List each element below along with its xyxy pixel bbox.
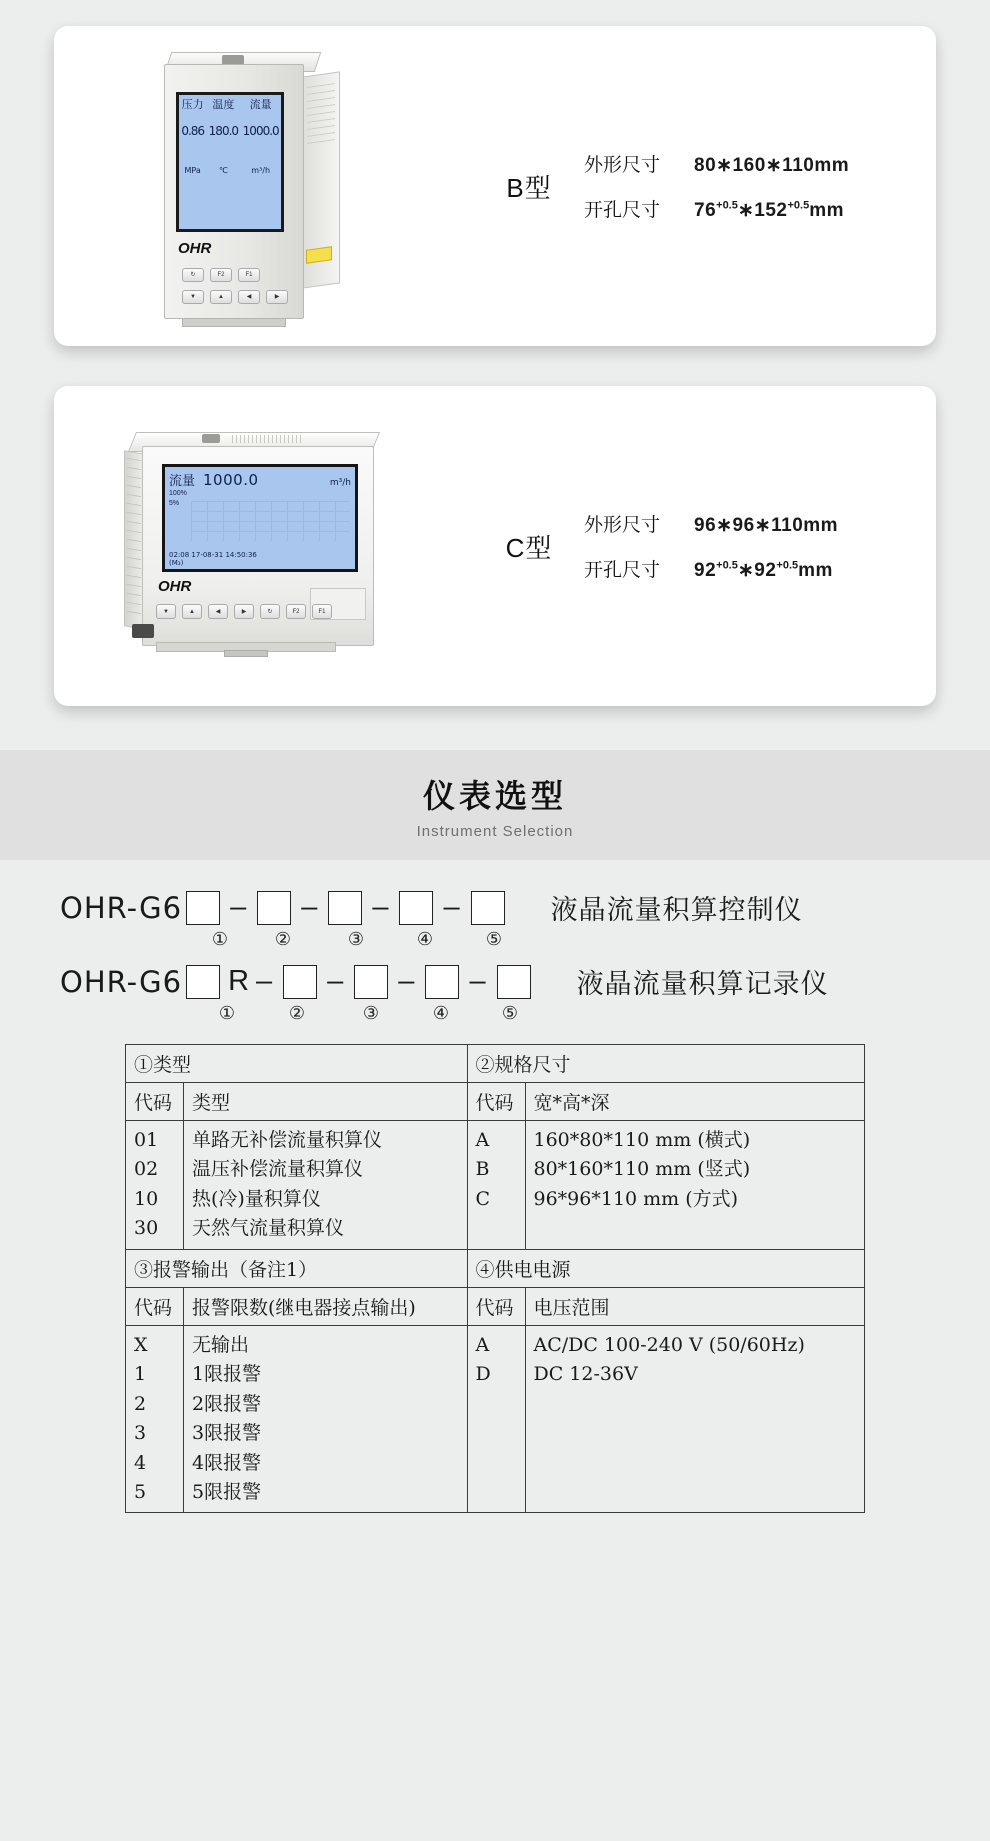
cutout-b-unit: mm bbox=[809, 200, 844, 221]
section2-right-subheader-name: 电压范围 bbox=[525, 1287, 865, 1325]
device-c-foot-tab bbox=[224, 650, 268, 657]
cutout-c-unit: mm bbox=[798, 560, 833, 581]
cell-code: A bbox=[475, 1333, 490, 1356]
display-b-ch2-unit: ℃ bbox=[218, 166, 228, 175]
display-b-ch1-unit: MPa bbox=[184, 166, 201, 175]
cell-text: 5限报警 bbox=[192, 1480, 262, 1503]
cutout-dimension-row-b bbox=[584, 195, 849, 222]
cutout-b-h: ∗152 bbox=[737, 200, 788, 221]
section1-left-subheader-code: 代码 bbox=[126, 1083, 184, 1121]
section-banner bbox=[0, 750, 990, 860]
display-c-footer-left: 02:08 bbox=[169, 551, 190, 559]
display-c-trend-grid bbox=[191, 501, 349, 541]
device-b-display bbox=[176, 92, 284, 232]
model-prefix-recorder: OHR-G6 bbox=[60, 964, 183, 999]
cell-code: 5 bbox=[134, 1480, 147, 1503]
section2-right-values bbox=[525, 1325, 865, 1513]
cell-code: 02 bbox=[134, 1158, 159, 1181]
model-num-2-recorder: ② bbox=[288, 1003, 306, 1023]
model-num-5-recorder: ⑤ bbox=[501, 1003, 519, 1023]
model-box-2-controller[interactable] bbox=[257, 891, 291, 925]
cell-text: 4限报警 bbox=[192, 1451, 262, 1474]
cell-code: 3 bbox=[134, 1422, 147, 1445]
model-num-4-controller: ④ bbox=[416, 929, 434, 949]
device-b-bottom-tray bbox=[182, 318, 286, 327]
table-row bbox=[126, 1083, 865, 1121]
table-row bbox=[126, 1325, 865, 1513]
outer-dimension-label-c: 外形尺寸 bbox=[584, 515, 661, 536]
device-c-display bbox=[162, 464, 358, 572]
display-c-unit: m³/h bbox=[329, 478, 351, 488]
cutout-b-w-tol: +0.5 bbox=[716, 199, 738, 212]
device-c-key-down[interactable]: ▼ bbox=[156, 604, 176, 619]
cell-code: B bbox=[475, 1158, 490, 1181]
section1-right-codes bbox=[467, 1121, 525, 1250]
device-b-keypad bbox=[174, 264, 292, 318]
model-num-1-recorder: ① bbox=[218, 1003, 236, 1023]
display-c-axis-top: 100% bbox=[169, 490, 187, 497]
device-c-key-f1[interactable]: F1 bbox=[312, 604, 332, 619]
section2-right-subheader-code: 代码 bbox=[467, 1287, 525, 1325]
model-box-4-recorder[interactable] bbox=[425, 965, 459, 999]
outer-dimension-row-c bbox=[584, 510, 838, 537]
cell-code: A bbox=[475, 1129, 490, 1151]
cell-text: DC 12-36V bbox=[533, 1363, 638, 1386]
device-c-key-f2[interactable]: F2 bbox=[286, 604, 306, 619]
model-prefix-controller: OHR-G6 bbox=[60, 890, 183, 925]
cutout-c-w: 92 bbox=[694, 560, 717, 581]
type-label-c: C型 bbox=[505, 532, 553, 563]
cell-code: X bbox=[134, 1333, 148, 1356]
table-row bbox=[126, 1045, 865, 1083]
cell-text: 热(冷)量积算仪 bbox=[192, 1187, 321, 1210]
section2-left-subheader-name: 报警限数(继电器接点输出) bbox=[184, 1287, 468, 1325]
device-c-key-up[interactable]: ▲ bbox=[182, 604, 202, 619]
table-row bbox=[126, 1287, 865, 1325]
device-c-key-left[interactable]: ◀ bbox=[208, 604, 228, 619]
cutout-dimension-label-b: 开孔尺寸 bbox=[584, 200, 661, 221]
cell-text: 单路无补偿流量积算仪 bbox=[192, 1129, 383, 1151]
cutout-b-w: 76 bbox=[694, 200, 717, 221]
cell-code: 30 bbox=[134, 1217, 159, 1240]
model-box-3-recorder[interactable] bbox=[354, 965, 388, 999]
section2-left-subheader-code: 代码 bbox=[126, 1287, 184, 1325]
section2-right-header: ④供电电源 bbox=[467, 1249, 865, 1287]
brand-logo: OHR bbox=[178, 240, 212, 257]
section1-right-values bbox=[525, 1121, 865, 1250]
model-code-block bbox=[0, 860, 990, 1024]
model-num-3-controller: ③ bbox=[347, 929, 365, 949]
device-b-key-right[interactable]: ▶ bbox=[266, 290, 288, 304]
brand-logo-c: OHR bbox=[158, 578, 192, 595]
table-row bbox=[126, 1249, 865, 1287]
outer-dimension-value-c: 96∗96∗110mm bbox=[694, 515, 839, 536]
section-title: 仪表选型 bbox=[422, 777, 567, 814]
model-desc-controller: 液晶流量积算控制仪 bbox=[550, 895, 803, 925]
section2-left-codes bbox=[126, 1325, 184, 1513]
selection-spec-table bbox=[125, 1044, 865, 1513]
cell-text: 96*96*110 mm (方式) bbox=[533, 1187, 739, 1210]
device-b-key-reset[interactable]: ↻ bbox=[182, 268, 204, 282]
display-c-axis-mid: 5% bbox=[169, 500, 180, 507]
display-c-title: 流量 bbox=[169, 474, 196, 489]
cell-text: 1限报警 bbox=[192, 1363, 262, 1386]
device-b-vent-lines bbox=[307, 83, 335, 147]
model-num-5-controller: ⑤ bbox=[485, 929, 503, 949]
model-num-4-recorder: ④ bbox=[432, 1003, 450, 1023]
cell-code: 10 bbox=[134, 1187, 159, 1210]
cell-code: 2 bbox=[134, 1392, 147, 1415]
model-num-3-recorder: ③ bbox=[362, 1003, 380, 1023]
section2-left-values bbox=[184, 1325, 468, 1513]
outer-dimension-value-b: 80∗160∗110mm bbox=[694, 155, 850, 176]
cell-text: 天然气流量积算仪 bbox=[192, 1217, 345, 1240]
display-b-ch1-title: 压力 bbox=[181, 98, 204, 111]
cell-code: 4 bbox=[134, 1451, 147, 1474]
section1-right-subheader-name: 宽*高*深 bbox=[525, 1083, 865, 1121]
cell-code: 1 bbox=[134, 1363, 147, 1386]
section1-left-header: ①类型 bbox=[126, 1045, 468, 1083]
type-label-b: B型 bbox=[506, 172, 552, 203]
model-numbers-recorder bbox=[0, 1003, 990, 1024]
device-c-dark-pad bbox=[132, 624, 154, 638]
cutout-c-w-tol: +0.5 bbox=[716, 559, 738, 572]
section1-right-header: ②规格尺寸 bbox=[467, 1045, 865, 1083]
model-box-1-controller[interactable] bbox=[186, 891, 220, 925]
model-box-5-controller[interactable] bbox=[471, 891, 505, 925]
device-c-key-right[interactable]: ▶ bbox=[234, 604, 254, 619]
section1-left-values bbox=[184, 1121, 468, 1250]
product-card-c bbox=[54, 386, 936, 706]
device-image-c bbox=[54, 386, 474, 706]
device-c-top-knob bbox=[202, 434, 220, 443]
section-subtitle: Instrument Selection bbox=[416, 822, 574, 840]
section1-right-subheader-code: 代码 bbox=[467, 1083, 525, 1121]
cell-text: 160*80*110 mm (横式) bbox=[533, 1129, 751, 1151]
model-num-1-controller: ① bbox=[211, 929, 229, 949]
display-c-footer-right: 14:50:36 bbox=[225, 551, 257, 559]
cell-text: 80*160*110 mm (竖式) bbox=[533, 1158, 751, 1181]
display-c-footer-unit: (M₃) bbox=[169, 559, 184, 567]
display-b-ch2-value: 180.0 bbox=[208, 124, 239, 138]
cell-text: 无输出 bbox=[192, 1333, 250, 1356]
display-b-ch3-title: 流量 bbox=[249, 98, 272, 111]
device-c-vent-lines bbox=[127, 458, 141, 622]
product-card-b bbox=[54, 26, 936, 346]
model-numbers-controller bbox=[0, 929, 990, 950]
cell-text: 2限报警 bbox=[192, 1392, 262, 1415]
device-b-key-left[interactable]: ◀ bbox=[238, 290, 260, 304]
cell-text: AC/DC 100-240 V (50/60Hz) bbox=[533, 1333, 805, 1356]
model-row-recorder: OHR-G6 R – – – – 液晶流量积算记录仪 bbox=[0, 962, 990, 1001]
model-box-1-recorder[interactable] bbox=[186, 965, 220, 999]
table-row bbox=[126, 1121, 865, 1250]
cell-code: D bbox=[475, 1363, 491, 1386]
outer-dimension-label-b: 外形尺寸 bbox=[584, 155, 661, 176]
device-c-side-housing bbox=[124, 450, 144, 630]
device-c-top-vents bbox=[232, 435, 302, 443]
section1-left-codes bbox=[126, 1121, 184, 1250]
device-c-keypad bbox=[156, 604, 346, 626]
section2-left-header: ③报警输出（备注1） bbox=[126, 1249, 468, 1287]
device-b-key-down[interactable]: ▼ bbox=[182, 290, 204, 304]
cutout-dimension-label-c: 开孔尺寸 bbox=[584, 560, 661, 581]
display-b-ch2-title: 温度 bbox=[212, 98, 235, 111]
section1-left-subheader-name: 类型 bbox=[184, 1083, 468, 1121]
cell-code: C bbox=[475, 1187, 491, 1210]
cutout-dimension-row-c bbox=[584, 555, 838, 582]
device-b-key-up[interactable]: ▲ bbox=[210, 290, 232, 304]
display-c-footer-mid: 17-08-31 bbox=[191, 551, 224, 559]
dimensions-b bbox=[584, 150, 849, 222]
section2-right-codes bbox=[467, 1325, 525, 1513]
cutout-b-h-tol: +0.5 bbox=[787, 199, 810, 212]
model-box-2-recorder[interactable] bbox=[283, 965, 317, 999]
model-row-controller: OHR-G6 – – – – 液晶流量积算控制仪 bbox=[0, 888, 990, 927]
outer-dimension-row-b bbox=[584, 150, 849, 177]
cutout-c-h-tol: +0.5 bbox=[776, 559, 799, 572]
model-num-2-controller: ② bbox=[274, 929, 292, 949]
display-b-ch3-value: 1000.0 bbox=[242, 124, 279, 138]
model-box-5-recorder[interactable] bbox=[497, 965, 531, 999]
model-desc-recorder: 液晶流量积算记录仪 bbox=[576, 969, 829, 999]
cell-text: 3限报警 bbox=[192, 1422, 262, 1445]
dimensions-c bbox=[584, 510, 838, 582]
model-r-letter: R bbox=[228, 965, 251, 997]
device-b-key-f1[interactable]: F1 bbox=[238, 268, 260, 282]
device-b-key-f2[interactable]: F2 bbox=[210, 268, 232, 282]
device-c-key-reset[interactable]: ↻ bbox=[260, 604, 280, 619]
display-b-ch3-unit: m³/h bbox=[251, 166, 271, 175]
model-box-4-controller[interactable] bbox=[399, 891, 433, 925]
cutout-c-h: ∗92 bbox=[737, 560, 777, 581]
device-image-b bbox=[54, 26, 474, 346]
cell-code: 01 bbox=[134, 1129, 159, 1151]
display-c-value: 1000.0 bbox=[203, 471, 259, 489]
display-b-ch1-value: 0.86 bbox=[181, 124, 205, 138]
cell-text: 温压补偿流量积算仪 bbox=[192, 1158, 364, 1181]
model-box-3-controller[interactable] bbox=[328, 891, 362, 925]
